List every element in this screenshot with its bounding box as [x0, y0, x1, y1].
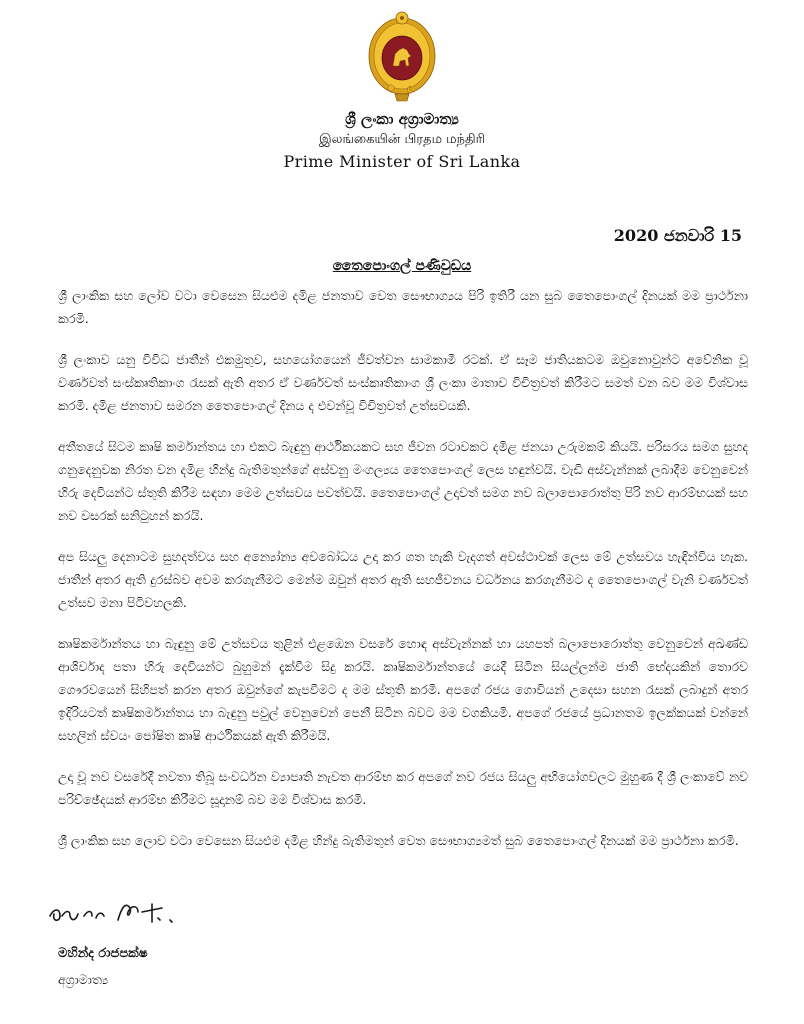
paragraph: අතීතයේ සිටම කෘෂි කර්මාන්තය හා එකට බැඳුනු ආර්ථිකයකට සහ ජීවන රටාවකට දමිළ ජනයා උරුමකම් කියයි. පරිසරය සමග සුහද ගනුදෙනුවක නිරත වන දමිළ හින්දු බැතිමතුන්ගේ අස්වනු මංගල්‍යය තෛපොංගල් ලෙස හඳුන්වයි. වැඩි අස්වැන්නක් ලබාදීම වෙනුවෙන් හිරු දෙවියන්ට ස්තුති කිරීම සඳහා මෙම උත්සවය පවත්වයි. තෛපොංගල් උදාවත් සමග නව බලාපොරොත්තු පිරි නව ආරම්භයක් සහ නව වසරක් සනිටුහන් කරයි. [58, 439, 748, 523]
letterhead-office [0, 108, 804, 174]
letterhead-emblem [0, 6, 804, 104]
sri-lanka-emblem-icon [365, 6, 439, 104]
signer-role: අග්‍රාමාත්‍ය [58, 972, 109, 987]
paragraph: ශ්‍රී ලංකාව යනු විවිධ ජාතීන් එකමුතුව, සහයෝගයෙන් ජීවත්වන සාමකාමී රටක්. ඒ සෑම ජාතියකටම ඔවුනොවුන්ට අවේනික වූ වර්ණවත් සංස්කෘතිකාංග රැසක් ඇති අතර ඒ වර්ණවත් සංස්කෘතිකාංග ශ්‍රී ලංකා මාතාව විචිත්‍රවත් කිරීමට සමත් වන බව මම විශ්වාස කරමි. දමිළ ජනතාව සමරන තෛපොංගල් දිනය ද එවන්වූ විචිත්‍රවත් උත්සවයකි. [58, 352, 748, 413]
paragraph: කෘෂිකර්මාන්තය හා බැඳුනු මේ උත්සවය තුළින් එළඹෙන වසරේ හොඳ අස්වැන්නක් හා යහපත් බලාපොරොත්තු වෙනුවෙන් අඛණ්ඩ ආශිර්වාද පතා හිරු දෙවියන්ට බුහුමන් දැක්වීම සිදු කරයි. කෘෂිකර්මාන්තයේ යෙදී සිටින සියල්ලන්ම ජාති භේදයකින් තොරව ගෞරවයෙන් සිහිපත් කරන අතර ඔවුන්ගේ කැපවීමට ද මම ස්තුති කරමි. අපගේ රජය ගොවියන් උදෙසා සහන රැසක් ලබාදුන් අතර ඉදිරියටත් කෘෂිකර්මාන්තය හා බැඳුනු පවුල් වෙනුවෙන් පෙනී සිටින බවට මම වගකියමි. අපගේ රජයේ ප්‍රධානතම ඉලක්කයක් වන්නේ සහලින් ස්වයං පෝෂිත කෘෂි ආර්ථිකයක් ඇති කිරීමයි. [58, 636, 748, 743]
paragraph: අප සියලු දෙනාටම සුහදත්වය සහ අන්‍යෝන්‍ය අවබෝධය උදා කර ගත හැකි වැදගත් අවස්ථාවක් ලෙස මේ උත්සවය හැඳින්විය හැක. ජාතීන් අතර ඇති දුරස්බව අවම කරගැනීමට මෙන්ම ඔවුන් අතර ඇති සහජීවනය වර්ධනය කරගැනීමට ද තෛපොංගල් වැනි වර්ණවත් උත්සව මනා පිටිවහලකි. [58, 549, 748, 610]
paragraph: උදා වූ නව වසරේදී නවතා තිබූ සංවර්ධන ව්‍යාපෘති නැවත ආරම්භ කර අපගේ නව රජය සියලු අභියෝගවලට මුහුණ දී ශ්‍රී ලංකාවේ නව පරිච්ඡේදයක් ආරම්භ කිරීමට සූදානම් බව මම විශ්වාස කරමි. [58, 769, 748, 807]
paragraph: ශ්‍රී ලාංකික සහ ලෝව වටා වෙසෙන සියළුම දමිළ ජනතාව වෙත සෞභාග්‍යය පිරි ඉතිරී යන සුබ තෛපොංගල් දිනයක් මම ප්‍රාර්ථනා කරමි. [58, 288, 748, 326]
office-title-english: Prime Minister of Sri Lanka [283, 152, 521, 171]
office-title-tamil: இலங்கையின் பிரதம மந்திரி [319, 132, 485, 147]
signer-block [58, 944, 148, 990]
paragraph: ශ්‍රී ලාංකික සහ ලොව වටා වෙසෙන සියළුම දමිළ හින්දු බැතිමතුන් වෙත සෞභාග්‍යමත් සුබ තෛපොංගල් දිනයක් මම ප්‍රාර්ථනා කරමි. [58, 833, 739, 848]
office-title-sinhala: ශ්‍රී ලංකා අග්‍රාමාත්‍ය [345, 110, 459, 128]
message-title: තෛපොංගල් පණිවුඩය [332, 258, 472, 274]
message-body [58, 284, 748, 870]
handwritten-signature-icon [44, 886, 204, 934]
signer-name: මහින්ද රාජපක්ෂ [58, 946, 148, 961]
letter-date: 2020 ජනවාරි 15 [613, 226, 742, 245]
